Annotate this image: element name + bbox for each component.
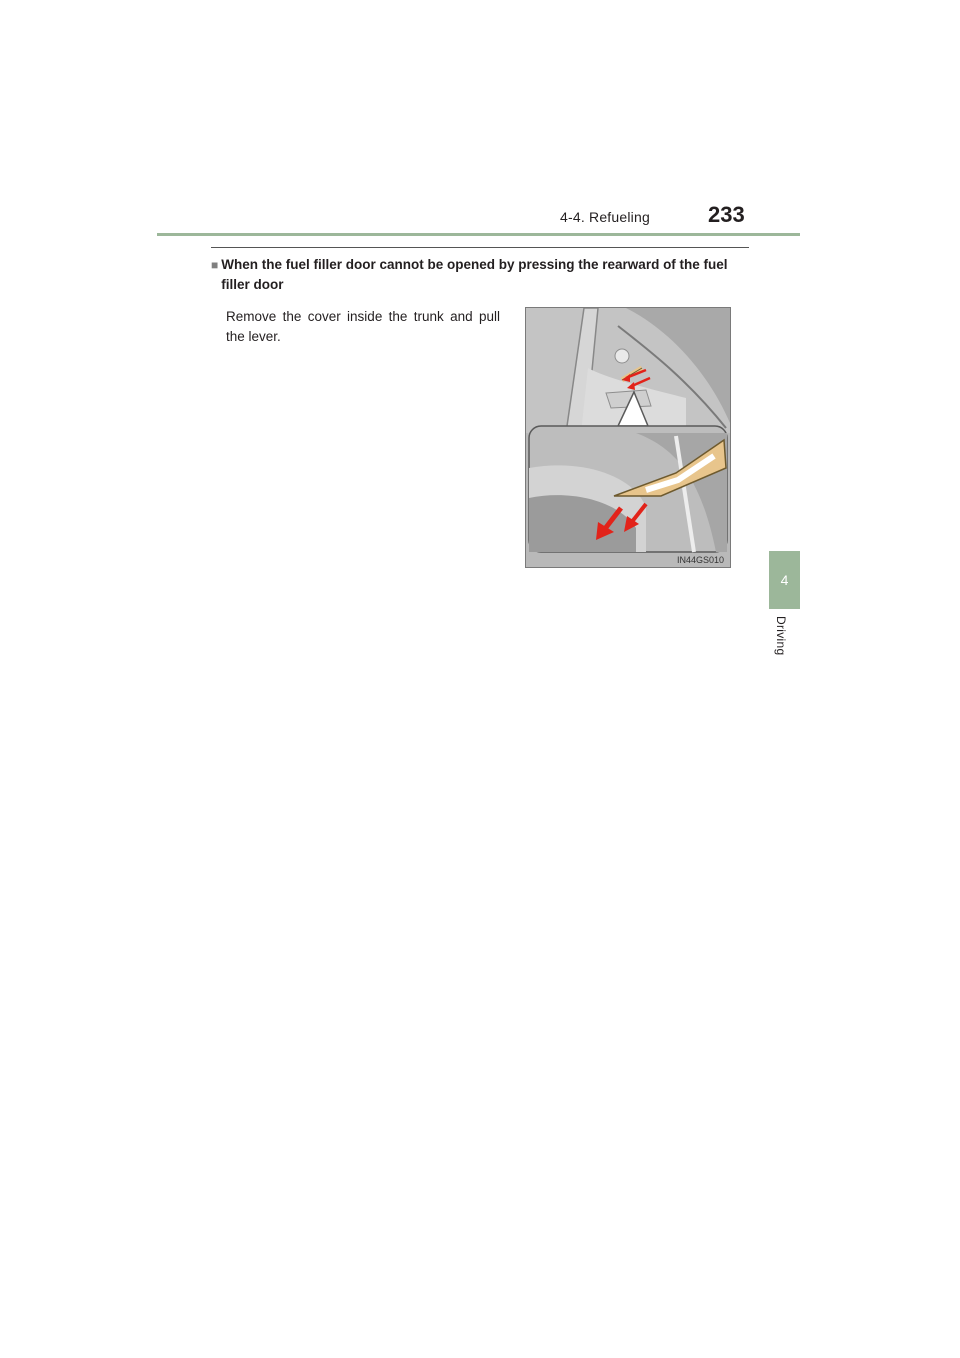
section-divider [211, 247, 749, 248]
instruction-text: Remove the cover inside the trunk and pull the lever. [226, 309, 500, 344]
trunk-illustration-svg [526, 308, 730, 567]
square-bullet-icon: ■ [211, 258, 219, 272]
chapter-label: Driving [774, 616, 788, 656]
header-divider [157, 233, 800, 236]
chapter-tab [769, 551, 800, 609]
filler-recess [615, 349, 629, 363]
running-header: 4-4. Refueling [560, 209, 650, 225]
figure-code: IN44GS010 [676, 555, 724, 565]
trunk-lever-illustration [525, 307, 731, 568]
chapter-number: 4 [780, 572, 789, 588]
page-number: 233 [708, 202, 745, 227]
section-heading [211, 255, 756, 295]
section-heading-text: When the fuel filler door cannot be opened by pressing the rearward of the fuel filler door [221, 257, 728, 292]
